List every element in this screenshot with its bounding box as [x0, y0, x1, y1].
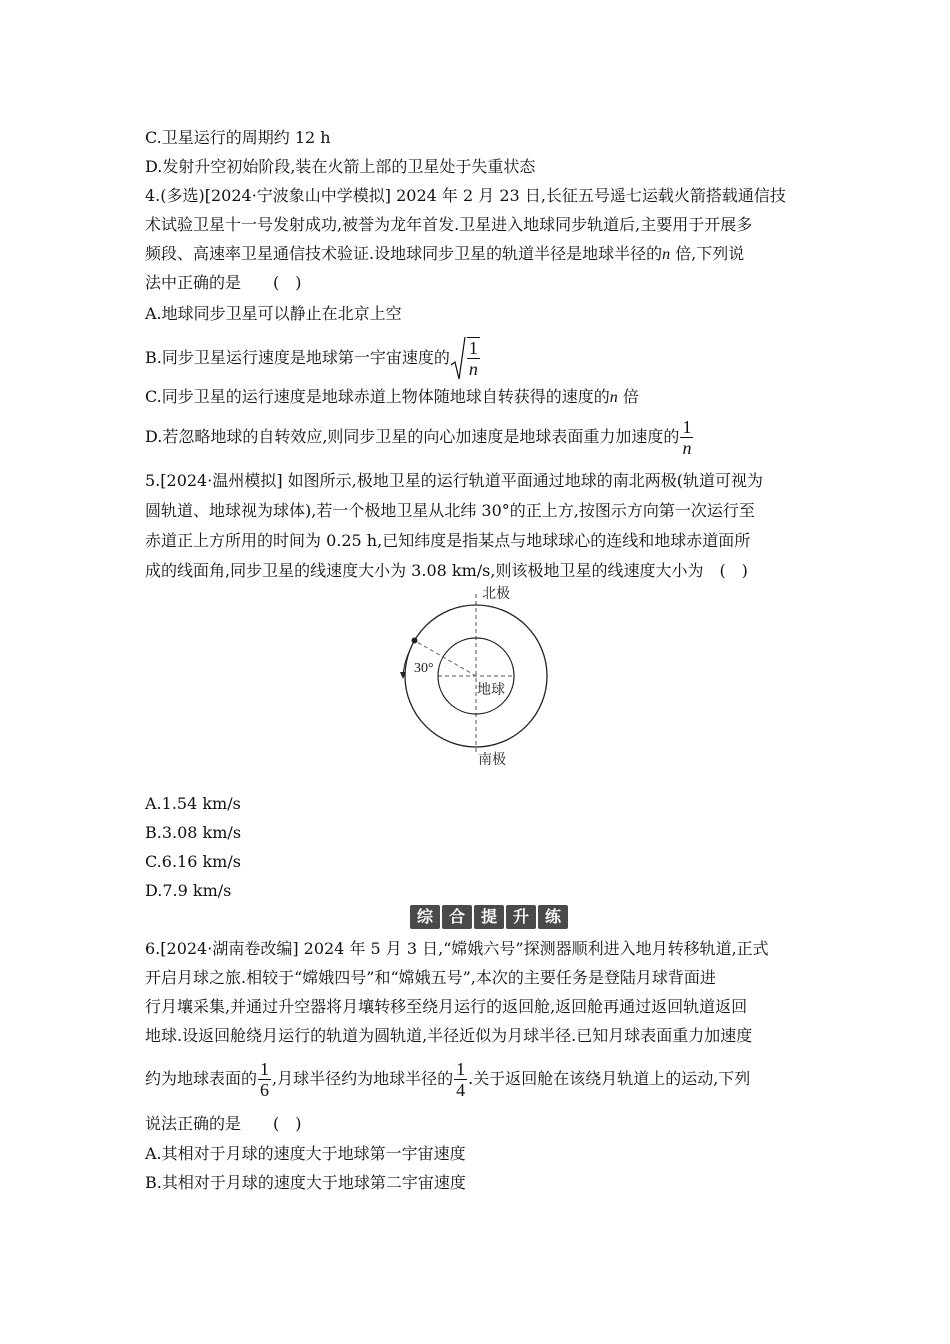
q6-fraction-2: [454, 1059, 467, 1100]
satellite-dot: [412, 638, 418, 644]
section-banner: [410, 905, 568, 929]
q6-option-a: A.其相对于月球的速度大于地球第一宇宙速度: [145, 1144, 466, 1163]
q6-stem-line-5b: ,月球半径约为地球半径的: [272, 1069, 454, 1088]
q5-stem-line-1: 5.[2024·温州模拟] 如图所示,极地卫星的运行轨道平面通过地球的南北两极(轨道可视为: [145, 471, 763, 490]
q4-option-c-tail: 倍: [622, 387, 639, 406]
q6-stem-line-5c: .关于返回舱在该绕月轨道上的运动,下列: [468, 1069, 751, 1088]
q4-option-c: [145, 387, 639, 408]
fraction-denominator: n: [468, 359, 478, 379]
q5-stem-line-4: 成的线面角,同步卫星的线速度大小为 3.08 km/s,则该极地卫星的线速度大小为 ( ): [145, 561, 748, 580]
banner-char: 升: [506, 905, 536, 929]
angle-label: 30°: [414, 661, 434, 676]
q4-stem-line-3: [145, 244, 744, 265]
fraction-numerator: 1: [468, 338, 478, 358]
q4-stem-line-2: 术试验卫星十一号发射成功,被誉为龙年首发.卫星进入地球同步轨道后,主要用于开展多: [145, 215, 753, 234]
q6-stem-line-2: 开启月球之旅.相较于“嫦娥四号”和“嫦娥五号”,本次的主要任务是登陆月球背面进: [145, 968, 716, 987]
banner-char: 练: [538, 905, 568, 929]
fraction-denominator: 6: [260, 1079, 270, 1100]
q4-option-a: A.地球同步卫星可以静止在北京上空: [145, 304, 402, 323]
q4-option-b-fraction: [467, 337, 480, 379]
q4-stem-line-4: 法中正确的是 ( ): [145, 273, 302, 292]
q4-option-d-fraction: [680, 417, 693, 458]
sqrt-symbol: [450, 335, 481, 381]
q6-stem-line-6: 说法正确的是 ( ): [145, 1114, 302, 1133]
banner-char: 综: [410, 905, 440, 929]
q4-stem-line-3b: 倍,下列说: [675, 244, 745, 263]
q4-var-n: n: [662, 246, 671, 263]
north-pole-label: 北极: [482, 586, 510, 602]
q3-option-c: C.卫星运行的周期约 12 h: [145, 128, 331, 147]
q5-stem-line-3: 赤道正上方所用的时间为 0.25 h,已知纬度是指某点与地球球心的连线和地球赤道面所: [145, 531, 751, 550]
q4-option-b-text: B.同步卫星运行速度是地球第一宇宙速度的: [145, 348, 450, 367]
q4-stem-line-1: 4.(多选)[2024·宁波象山中学模拟] 2024 年 2 月 23 日,长征五号遥七运载火箭搭载通信技: [145, 186, 786, 205]
q6-stem-line-4: 地球.设返回舱绕月运行的轨道为圆轨道,半径近似为月球半径.已知月球表面重力加速度: [145, 1026, 753, 1045]
fraction-numerator: 1: [456, 1058, 466, 1079]
q6-stem-line-1: 6.[2024·湖南卷改编] 2024 年 5 月 3 日,“嫦娥六号”探测器顺利进入地月转移轨道,正式: [145, 939, 769, 958]
q6-fraction-1: [258, 1059, 271, 1100]
banner-char: 提: [474, 905, 504, 929]
fraction-numerator: 1: [260, 1058, 270, 1079]
q4-option-d: [145, 414, 694, 460]
q4-var-n: n: [609, 389, 618, 406]
q4-option-d-text: D.若忽略地球的自转效应,则同步卫星的向心加速度是地球表面重力加速度的: [145, 427, 680, 446]
q5-option-a: A.1.54 km/s: [145, 794, 241, 813]
q5-option-c: C.6.16 km/s: [145, 852, 241, 871]
fraction-numerator: 1: [682, 416, 692, 437]
q4-option-b: [145, 334, 481, 382]
q6-stem-line-5: [145, 1055, 750, 1103]
q6-stem-line-3: 行月壤采集,并通过升空器将月壤转移至绕月运行的返回舱,返回舱再通过返回轨道返回: [145, 997, 748, 1016]
q5-option-b: B.3.08 km/s: [145, 823, 242, 842]
q6-stem-line-5a: 约为地球表面的: [145, 1069, 258, 1088]
fraction-denominator: n: [682, 437, 692, 458]
q3-option-d: D.发射升空初始阶段,装在火箭上部的卫星处于失重状态: [145, 157, 536, 176]
q4-option-c-text: C.同步卫星的运行速度是地球赤道上物体随地球自转获得的速度的: [145, 387, 610, 406]
polar-orbit-diagram: [380, 580, 580, 775]
earth-label: 地球: [477, 682, 505, 698]
q5-stem-line-2: 圆轨道、地球视为球体),若一个极地卫星从北纬 30°的正上方,按图示方向第一次运行至: [145, 501, 755, 520]
q6-option-b: B.其相对于月球的速度大于地球第二宇宙速度: [145, 1173, 466, 1192]
q5-option-d: D.7.9 km/s: [145, 881, 232, 900]
q4-stem-line-3a: 频段、高速率卫星通信技术验证.设地球同步卫星的轨道半径是地球半径的: [145, 244, 663, 263]
south-pole-label: 南极: [478, 752, 506, 768]
banner-char: 合: [442, 905, 472, 929]
fraction-denominator: 4: [456, 1079, 466, 1100]
